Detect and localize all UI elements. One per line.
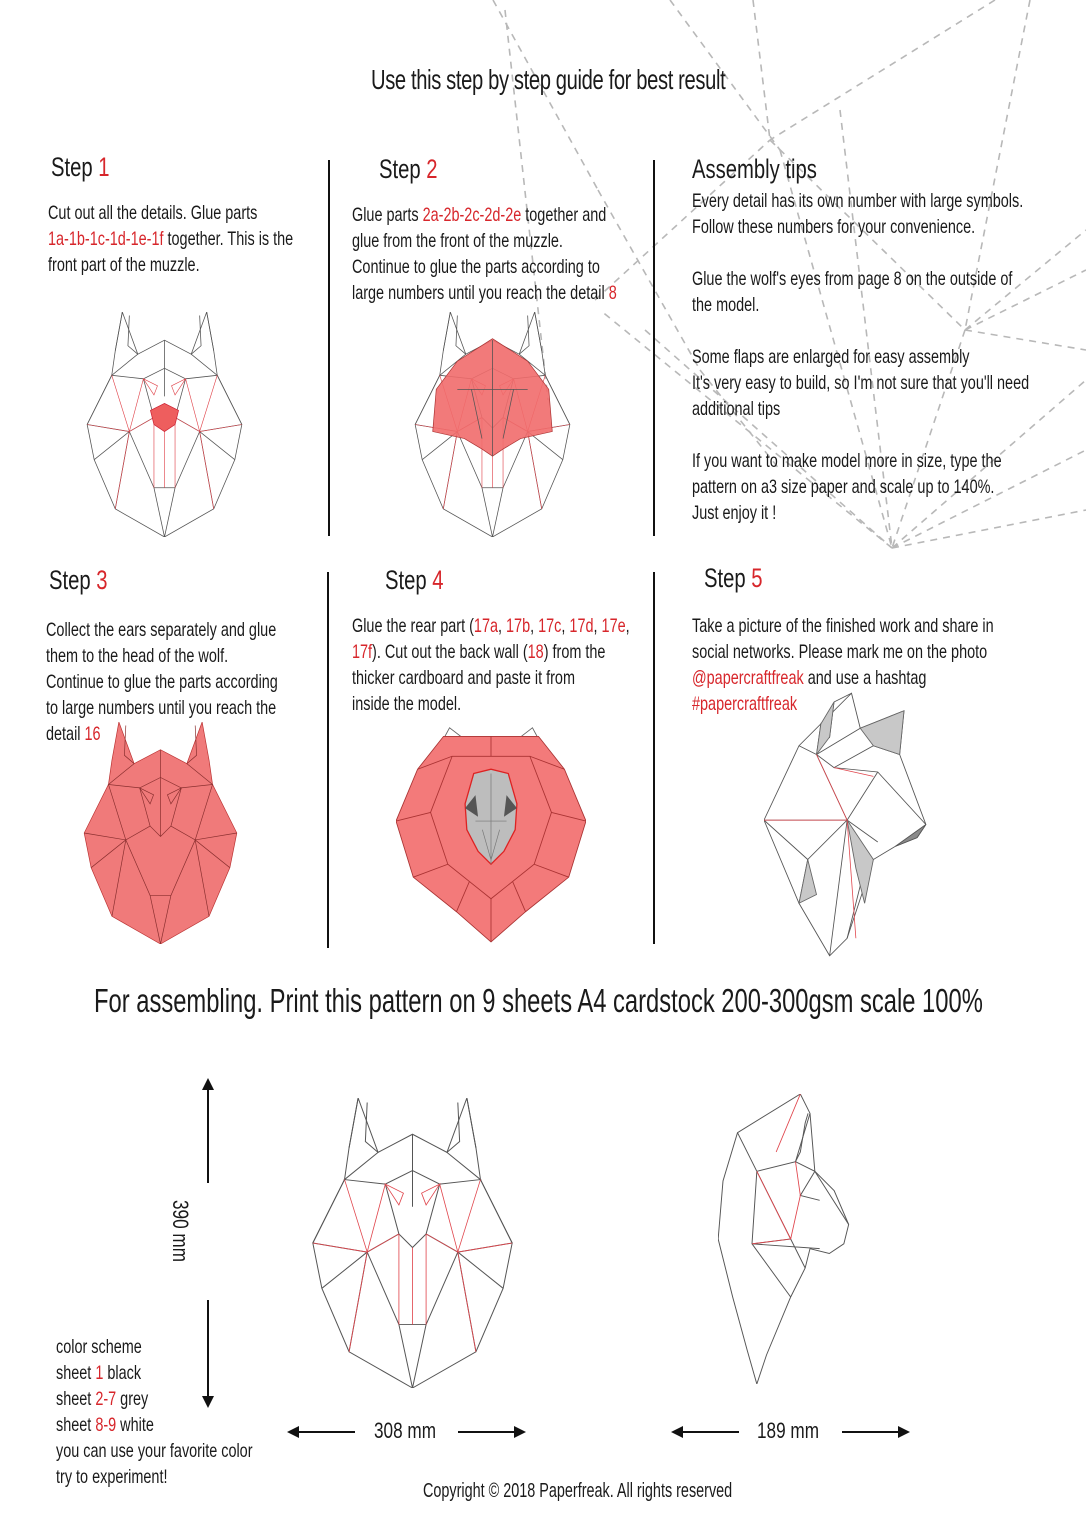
text-line: [352, 691, 630, 717]
part-numbers: 17b: [506, 615, 531, 637]
text-run: ). Cut out the back wall (: [372, 641, 528, 663]
step-3-heading: [49, 565, 108, 596]
text-run: Collect the ears separately and glue: [46, 619, 277, 641]
copyright-notice: Copyright © 2018 Paperfreak. All rights reserved: [423, 1480, 733, 1502]
text-line: [692, 318, 1029, 344]
instagram-handle-link[interactable]: @papercraftfreak: [692, 667, 804, 689]
text-line: [48, 226, 293, 252]
color-scheme-row: [56, 1412, 253, 1438]
text-run: Continue to glue the parts according: [46, 671, 278, 693]
text-run: sheet: [56, 1414, 96, 1436]
text-line: [46, 695, 278, 721]
part-numbers: 2a-2b-2c-2d-2e: [422, 204, 522, 226]
step-label: Step: [379, 154, 421, 184]
step-5-heading: [704, 563, 763, 594]
wolf-step-2-illustration: [410, 312, 575, 537]
text-run: large numbers until you reach the detail: [352, 282, 609, 304]
text-line: Just enjoy it !: [692, 502, 777, 524]
step-2-text: [352, 202, 617, 306]
part-numbers: 17a: [473, 615, 498, 637]
text-line: Every detail has its own number with large symbols.: [692, 190, 1024, 212]
text-run: ,: [561, 615, 570, 637]
text-run: together. This is the: [163, 228, 294, 250]
text-line: [352, 228, 617, 254]
column-divider: [328, 160, 330, 536]
color-scheme-heading: color scheme: [56, 1336, 142, 1358]
height-dimension-label: 390 mm: [168, 1200, 193, 1262]
text-line: [352, 613, 630, 639]
text-line: [692, 613, 994, 639]
part-numbers: 17e: [601, 615, 626, 637]
text-run: ,: [593, 615, 602, 637]
text-run: Continue to glue the parts according to: [352, 256, 600, 278]
assembly-tips-text: [692, 188, 1029, 526]
front-width-arrow-right: [456, 1424, 526, 1440]
text-run: to large numbers until you reach the: [46, 697, 277, 719]
front-width-arrow-left: [287, 1424, 357, 1440]
column-divider: [653, 160, 655, 536]
text-line: [46, 669, 278, 695]
sheet-color: grey: [116, 1388, 149, 1410]
wolf-side-final-illustration: [718, 1094, 873, 1384]
text-run: thicker cardboard and paste it from: [352, 667, 575, 689]
text-run: sheet: [56, 1388, 96, 1410]
sheet-range: 1: [95, 1362, 104, 1384]
text-line: [352, 665, 630, 691]
step-number: 3: [96, 565, 108, 595]
text-run: Cut out all the details. Glue parts: [48, 202, 258, 224]
step-number: 2: [426, 154, 438, 184]
text-line: Glue the wolf's eyes from page 8 on the outside of: [692, 268, 1013, 290]
part-numbers: 16: [84, 723, 101, 745]
color-scheme-row: [56, 1360, 253, 1386]
wolf-step-3-illustration: [78, 722, 243, 944]
text-run: Glue the rear part (: [352, 615, 474, 637]
step-label: Step: [704, 563, 746, 593]
step-number: 1: [98, 152, 110, 182]
part-numbers: 1a-1b-1c-1d-1e-1f: [48, 228, 164, 250]
text-line: It's very easy to build, so I'm not sure that you'll need: [692, 372, 1030, 394]
wolf-front-final-illustration: [305, 1098, 520, 1388]
assembly-tips-heading: Assembly tips: [692, 154, 817, 184]
text-run: ) from the: [543, 641, 606, 663]
text-line: Some flaps are enlarged for easy assembly: [692, 346, 970, 368]
sheet-color: white: [116, 1414, 154, 1436]
sheet-color: black: [103, 1362, 142, 1384]
step-label: Step: [49, 565, 91, 595]
part-numbers: 8: [608, 282, 617, 304]
text-line: the model.: [692, 294, 760, 316]
text-line: [352, 639, 630, 665]
color-scheme-note: you can use your favorite color: [56, 1440, 253, 1462]
side-width-label: 189 mm: [757, 1418, 819, 1443]
text-line: [46, 617, 278, 643]
side-width-arrow-left: [671, 1424, 741, 1440]
step-number: 4: [432, 565, 444, 595]
print-instructions: For assembling. Print this pattern on 9 sheets A4 cardstock 200-300gsm scale 100%: [94, 982, 983, 1019]
text-line: Follow these numbers for your convenience.: [692, 216, 976, 238]
step-4-text: [352, 613, 630, 717]
color-scheme-row: [56, 1386, 253, 1412]
text-line: additional tips: [692, 398, 781, 420]
text-run: detail: [46, 723, 85, 745]
text-run: sheet: [56, 1362, 96, 1384]
side-width-arrow-right: [840, 1424, 910, 1440]
column-divider: [327, 572, 329, 948]
text-line: [692, 422, 1029, 448]
sheet-range: 8-9: [95, 1414, 117, 1436]
page-title: Use this step by step guide for best result: [371, 64, 726, 95]
text-line: [692, 665, 994, 691]
text-line: [48, 252, 293, 278]
step-number: 5: [751, 563, 763, 593]
color-scheme: [56, 1334, 253, 1490]
wolf-step-1-illustration: [82, 312, 247, 537]
wolf-3d-side-illustration: [764, 692, 939, 957]
text-run: front part of the muzzle.: [48, 254, 200, 276]
text-line: [692, 240, 1029, 266]
hashtag-link[interactable]: #papercraftfreak: [692, 693, 798, 715]
text-run: ,: [497, 615, 507, 637]
color-scheme-note: try to experiment!: [56, 1466, 168, 1488]
part-numbers: 17f: [352, 641, 373, 663]
step-label: Step: [51, 152, 93, 182]
step-label: Step: [385, 565, 427, 595]
text-run: ,: [530, 615, 539, 637]
text-run: them to the head of the wolf.: [46, 645, 229, 667]
text-line: [352, 254, 617, 280]
text-line: [692, 639, 994, 665]
step-1-heading: [51, 152, 110, 183]
text-run: together and: [521, 204, 607, 226]
front-width-label: 308 mm: [374, 1418, 436, 1443]
part-numbers: 17c: [538, 615, 562, 637]
text-run: inside the model.: [352, 693, 462, 715]
wolf-rear-illustration: [396, 724, 586, 944]
text-line: [46, 643, 278, 669]
part-numbers: 18: [527, 641, 544, 663]
text-run: social networks. Please mark me on the photo: [692, 641, 988, 663]
text-line: [48, 200, 293, 226]
step-2-heading: [379, 154, 438, 185]
sheet-range: 2-7: [95, 1388, 117, 1410]
text-run: glue from the front of the muzzle.: [352, 230, 563, 252]
text-run: Glue parts: [352, 204, 423, 226]
part-numbers: 17d: [569, 615, 594, 637]
text-line: [352, 280, 617, 306]
text-line: pattern on a3 size paper and scale up to 140%.: [692, 476, 995, 498]
step-1-text: [48, 200, 293, 278]
column-divider: [653, 572, 655, 944]
text-line: If you want to make model more in size, type the: [692, 450, 1002, 472]
text-run: ,: [625, 615, 630, 637]
text-run: and use a hashtag: [803, 667, 927, 689]
text-run: Take a picture of the finished work and share in: [692, 615, 994, 637]
text-line: [352, 202, 617, 228]
step-4-heading: [385, 565, 444, 596]
